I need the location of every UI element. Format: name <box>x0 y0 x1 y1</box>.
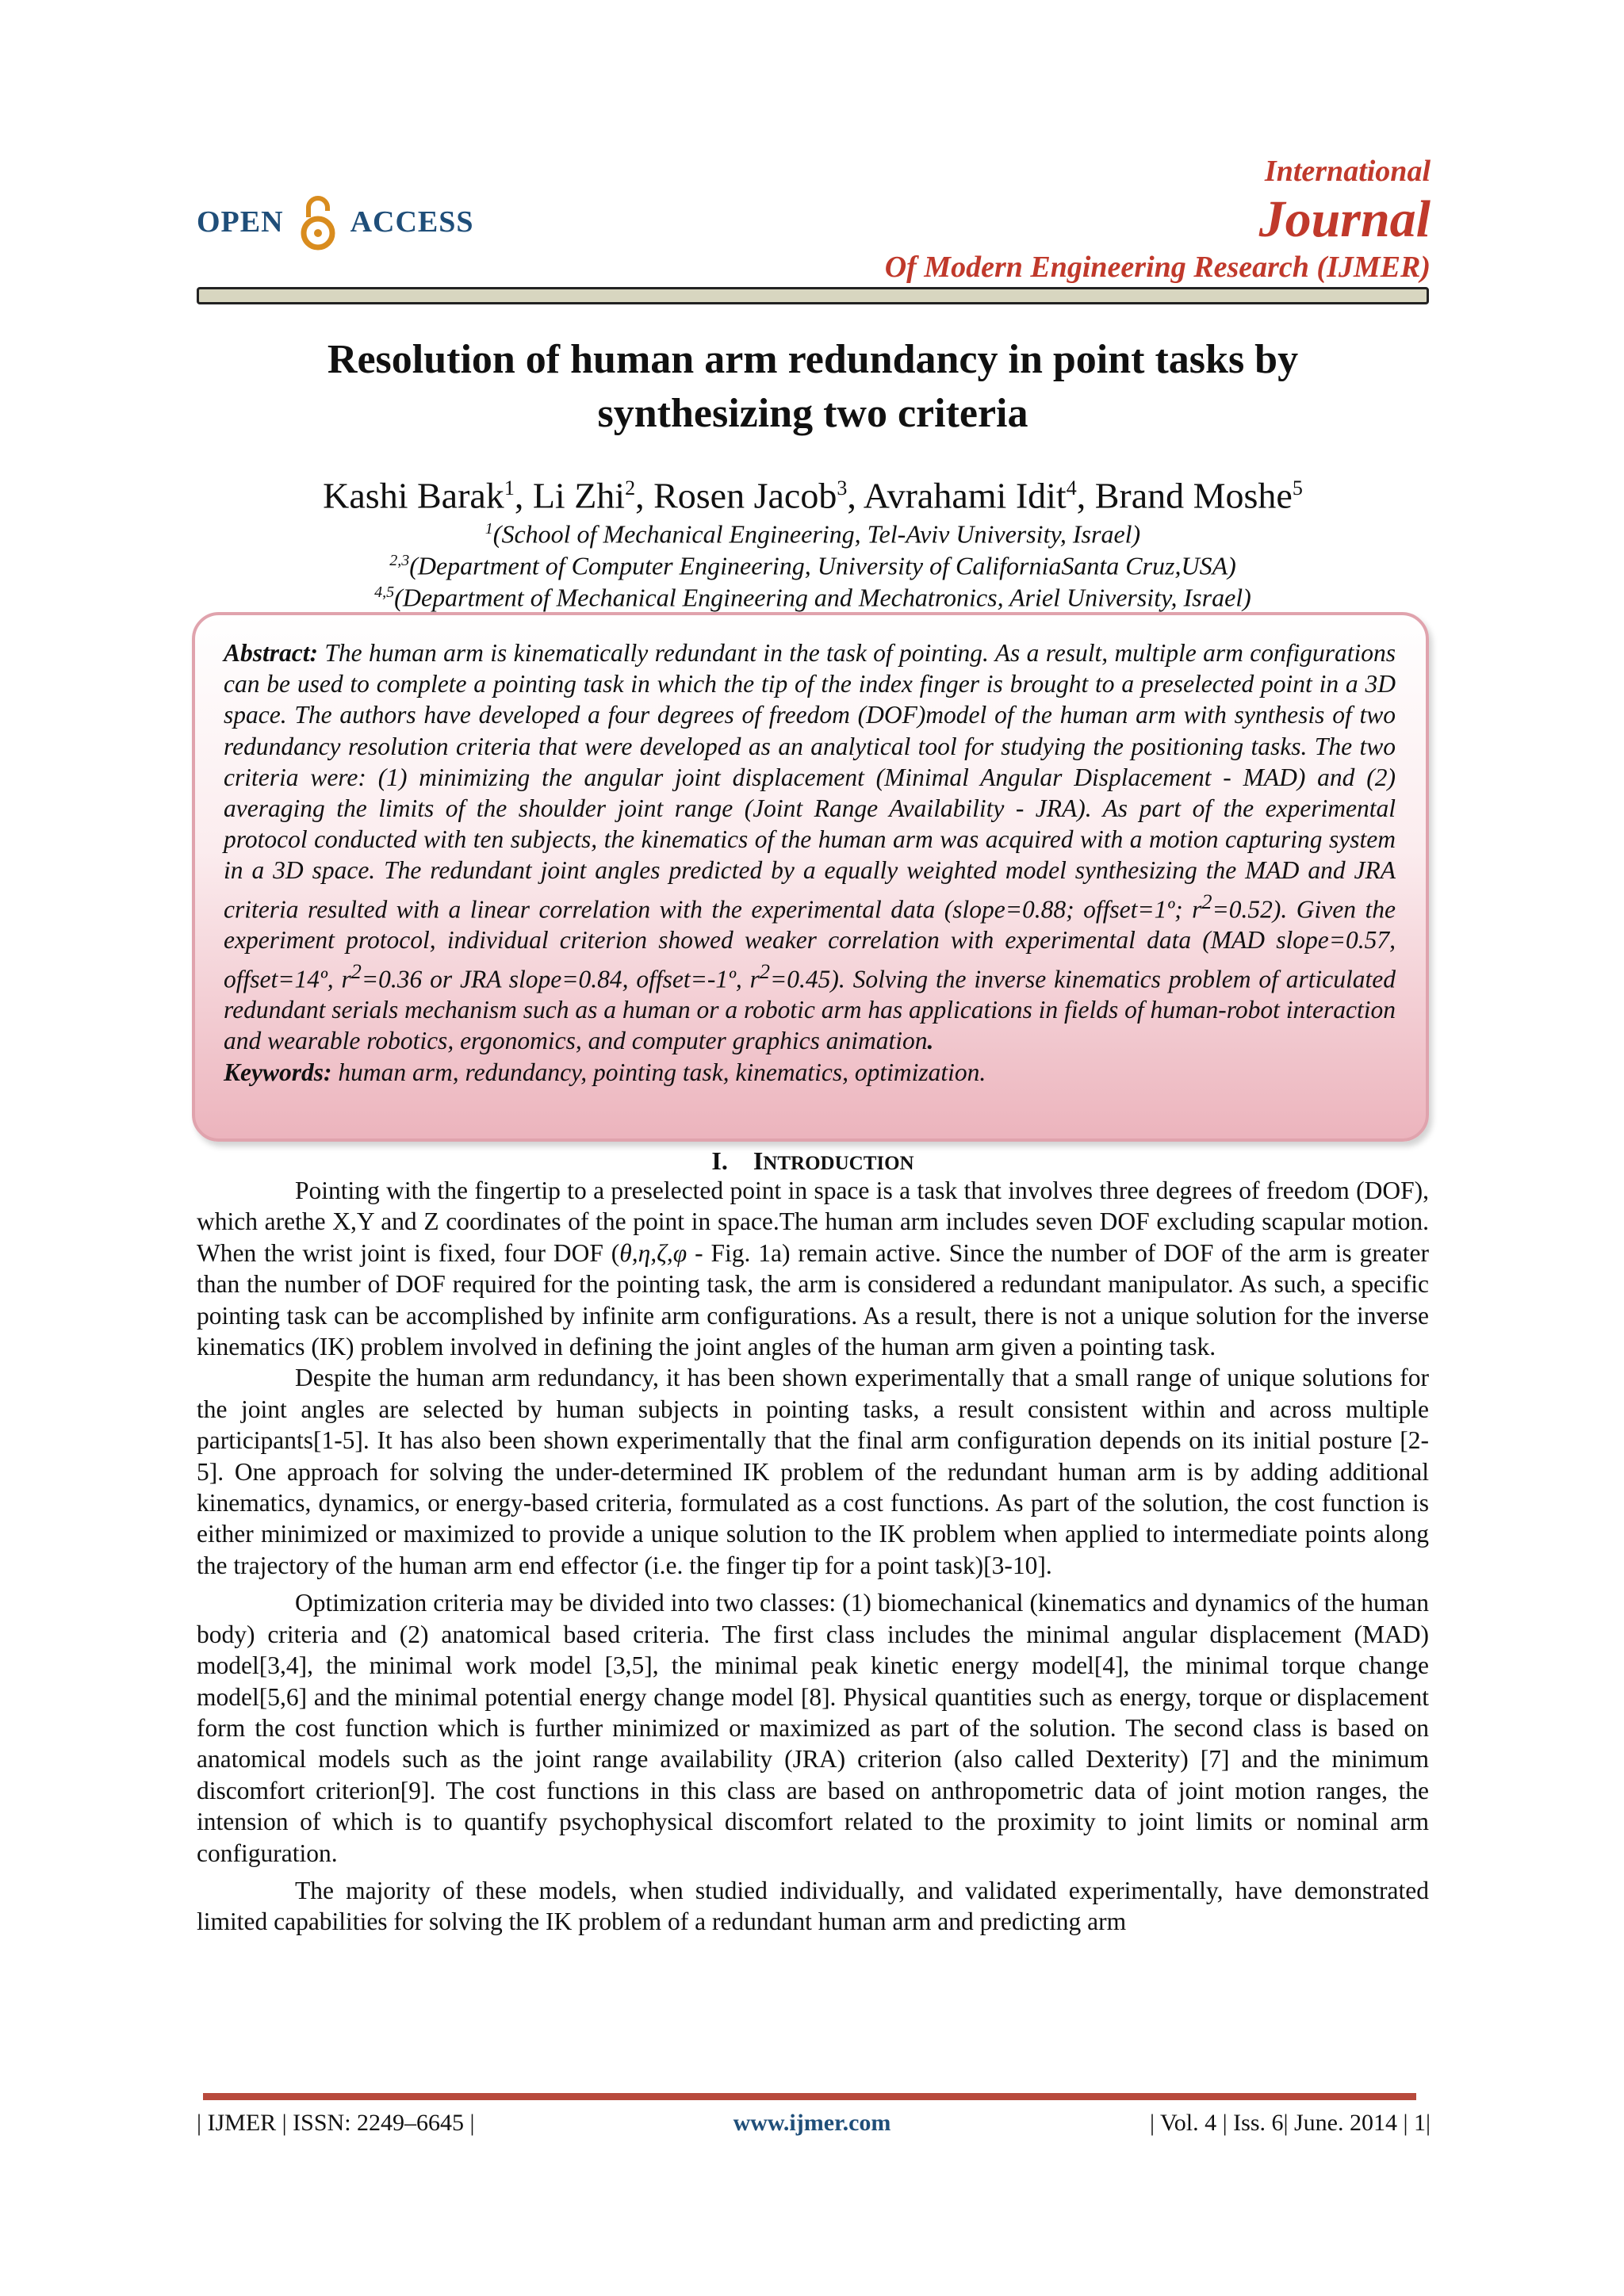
open-access-right-text: ACCESS <box>350 205 474 239</box>
math-symbols: θ,η,ζ,φ <box>619 1238 688 1267</box>
paragraph-segment: Pointing with the fingertip to a preselected point in space is a task that involves three degrees of freedom (DOF), which arethe X,Y and Z coordinates of the point in space.The human arm includes seven DOF excluding scapular motion. When the wrist joint is fixed, four DOF ( <box>197 1177 1429 1267</box>
paragraph-segment: - Fig. 1a) remain active. Since the number of DOF of the arm is greater than the number of DOF required for the pointing task, the arm is considered a redundant manipulator. As such, a specific pointing task can be accomplished by infinite arm configurations. As a result, there is not a unique solution for the inverse kinematics (IK) problem involved in defining the joint angles of the human arm given a pointing task. <box>197 1238 1429 1361</box>
body-paragraph: The majority of these models, when studied individually, and validated experimentally, have demonstrated limited capabilities for solving the IK problem of a redundant human arm and predicting arm <box>197 1876 1429 1936</box>
affiliation-text: (School of Mechanical Engineering, Tel-Aviv University, Israel) <box>492 519 1141 549</box>
author-sup: 5 <box>1292 476 1303 499</box>
section-title-initial: I <box>753 1146 764 1175</box>
keywords-text: human arm, redundancy, pointing task, kinematics, optimization. <box>331 1058 986 1086</box>
affiliation-text: (Department of Computer Engineering, University of CaliforniaSanta Cruz,USA) <box>409 551 1236 580</box>
footer-website-link[interactable]: www.ijmer.com <box>733 2110 891 2136</box>
open-access-left-text: OPEN <box>197 205 284 239</box>
keywords <box>224 1057 1396 1088</box>
footer-volume: | Vol. 4 | Iss. 6| June. 2014 | 1| <box>1150 2110 1431 2136</box>
body-paragraph: Despite the human arm redundancy, it has been shown experimentally that a small range of unique solutions for the joint angles are selected by human subjects in pointing tasks, a result consistent within and across multiple participants[1-5]. It has also been shown experimentally that the final arm configuration depends on its initial posture [2-5]. One approach for solving the under-determined IK problem of the redundant human arm is by adding additional kinematics, dynamics, or energy-based criteria, formulated as a cost functions. As part of the solution, the cost function is either minimized or maximized to provide a unique solution to the IK problem when applied to intermediate points along the trajectory of the human arm end effector (i.e. the finger tip for a point task)[3-10]. <box>197 1364 1429 1579</box>
author-sup: 1 <box>504 476 515 499</box>
body-text <box>197 1175 1429 1938</box>
abstract-text <box>224 637 1396 1057</box>
footer-issn: | IJMER | ISSN: 2249–6645 | <box>197 2110 475 2136</box>
abstract-segment: =0.45). Solving the inverse kinematics problem of articulated redundant serials mechanism such as a human or a robotic arm has applications in fields of human-robot interaction and wearable robotics, ergonomics, and computer graphics animation <box>224 965 1396 1055</box>
abstract-end: . <box>927 1027 934 1055</box>
abstract-segment: =0.36 or JRA slope=0.84, offset=-1º, r <box>361 965 760 993</box>
affiliation-sup: 1 <box>485 520 493 538</box>
keywords-label: Keywords: <box>224 1058 332 1086</box>
affiliation <box>197 576 1429 614</box>
journal-subtitle: Of Modern Engineering Research (IJMER) <box>884 251 1431 284</box>
section-number: I. <box>711 1146 728 1175</box>
paper-title <box>197 333 1429 441</box>
author-sep: , <box>1076 475 1095 516</box>
author-sep: , <box>635 475 654 516</box>
abstract-segment: =0.52). Given the experiment protocol, individual criterion showed weaker correlation with experimental data (MAD slope=0.57, offset=14º, r <box>224 895 1396 993</box>
author-list <box>197 465 1429 519</box>
journal-masthead <box>885 151 1431 287</box>
abstract-label: Abstract: <box>224 639 319 667</box>
abstract-sup: 2 <box>759 959 771 983</box>
title-line-2: synthesizing two criteria <box>597 391 1028 436</box>
open-lock-icon <box>300 193 336 251</box>
affiliation-text: (Department of Mechanical Engineering and Mechatronics, Ariel University, Israel) <box>394 583 1251 612</box>
abstract-sup: 2 <box>350 959 362 983</box>
author-sep: , <box>847 475 864 516</box>
abstract-box <box>192 612 1429 1142</box>
header-divider <box>197 287 1429 304</box>
author-name: Brand Moshe <box>1094 475 1293 516</box>
author-name: Kashi Barak <box>323 475 504 516</box>
author-name: Rosen Jacob <box>653 475 837 516</box>
author-sup: 2 <box>625 476 636 499</box>
affiliation-sup: 4,5 <box>374 584 395 601</box>
body-paragraph <box>197 1175 1429 1362</box>
abstract-segment: The human arm is kinematically redundant in the task of pointing. As a result, multiple arm configurations can be used to complete a pointing task in which the tip of the index finger is brought to a preselected point in a 3D space. The authors have developed a four degrees of freedom (DOF)model of the human arm with synthesis of two redundancy resolution criteria that were developed as an analytical tool for studying the positioning tasks. The two criteria were: (1) minimizing the angular joint displacement (Minimal Angular Displacement - MAD) and (2) averaging the limits of the shoulder joint range (Joint Range Availability - JRA). As part of the experimental protocol conducted with ten subjects, the kinematics of the human arm was acquired with a motion capturing system in a 3D space. The redundant joint angles predicted by a equally weighted model synthesizing the MAD and JRA criteria resulted with a linear correlation with the experimental data (slope=0.88; offset=1º; r <box>224 639 1396 924</box>
affiliation-sup: 2,3 <box>389 552 410 569</box>
author-name: Li Zhi <box>532 475 626 516</box>
abstract-sup: 2 <box>1201 890 1212 913</box>
author-sep: , <box>514 475 533 516</box>
journal-international: International <box>1264 155 1431 188</box>
footer-divider <box>203 2093 1416 2100</box>
author-name: Avrahami Idit <box>863 475 1067 516</box>
author-sup: 3 <box>837 476 848 499</box>
open-access-logo <box>197 190 474 254</box>
body-paragraph: Optimization criteria may be divided into two classes: (1) biomechanical (kinematics and dynamics of the human body) criteria and (2) anatomical based criteria. The first class includes the minimal angular displacement (MAD) model[3,4], the minimal work model [3,5], the minimal peak kinetic energy model[4], the minimal torque change model[5,6] and the minimal potential energy change model [8]. Physical quantities such as energy, torque or displacement form the cost function which is further minimized or maximized as part of the solution. The second class is based on anatomical models such as the joint range availability (JRA) criterion (also called Dexterity) [7] and the minimum discomfort criterion[9]. The cost functions in this class are based on anthropometric data of joint motion ranges, the intension of which is to quantify psychophysical discomfort related to the proximity to joint limits or nominal arm configuration. <box>197 1589 1429 1867</box>
author-sup: 4 <box>1066 476 1077 499</box>
journal-name: Journal <box>1258 190 1431 248</box>
section-title-rest: NTRODUCTION <box>763 1153 914 1174</box>
title-line-1: Resolution of human arm redundancy in point tasks by <box>327 337 1299 382</box>
